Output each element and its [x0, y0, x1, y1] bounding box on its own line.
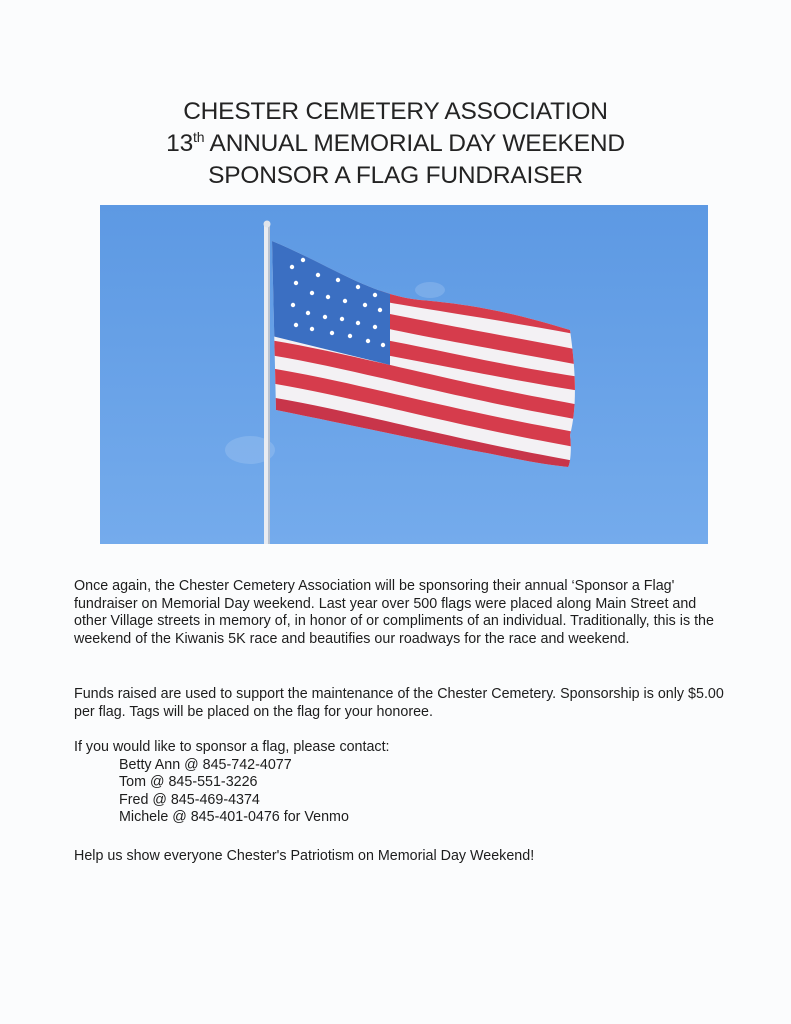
contact-item-fred: Fred @ 845-469-4374 [119, 791, 260, 808]
flag-photo [100, 205, 708, 544]
title-event [0, 128, 791, 160]
contact-item-betty-ann: Betty Ann @ 845-742-4077 [119, 756, 292, 773]
funds-paragraph: Funds raised are used to support the maintenance of the Chester Cemetery. Sponsorship is only $5.00 per flag. Tags will be placed on the flag for your honoree. [74, 686, 724, 720]
contact-item-michele: Michele @ 845-401-0476 for Venmo [119, 809, 349, 826]
title-organization: CHESTER CEMETERY ASSOCIATION [183, 98, 608, 125]
american-flag-illustration [100, 205, 708, 544]
contact-intro: If you would like to sponsor a flag, please contact: [74, 739, 390, 755]
edition-suffix: th [193, 129, 205, 145]
contact-section [74, 739, 724, 827]
page-title [0, 96, 791, 192]
title-fundraiser: SPONSOR A FLAG FUNDRAISER [208, 162, 583, 189]
title-event-text: ANNUAL MEMORIAL DAY WEEKEND [204, 130, 625, 157]
contact-item-tom: Tom @ 845-551-3226 [119, 774, 258, 791]
contact-list [119, 757, 724, 827]
intro-paragraph: Once again, the Chester Cemetery Association will be sponsoring their annual ‘Sponsor a Flag' fundraiser on Memorial Day weekend. Last year over 500 flags were placed along Main Street and other Village streets in memory of, in honor of or compliments of an individual. Traditionally, this is the weekend of the Kiwanis 5K race and beautifies our roadways for the race and weekend. [74, 578, 714, 647]
edition-number: 13 [166, 130, 194, 157]
closing-line: Help us show everyone Chester's Patriotism on Memorial Day Weekend! [74, 848, 535, 864]
